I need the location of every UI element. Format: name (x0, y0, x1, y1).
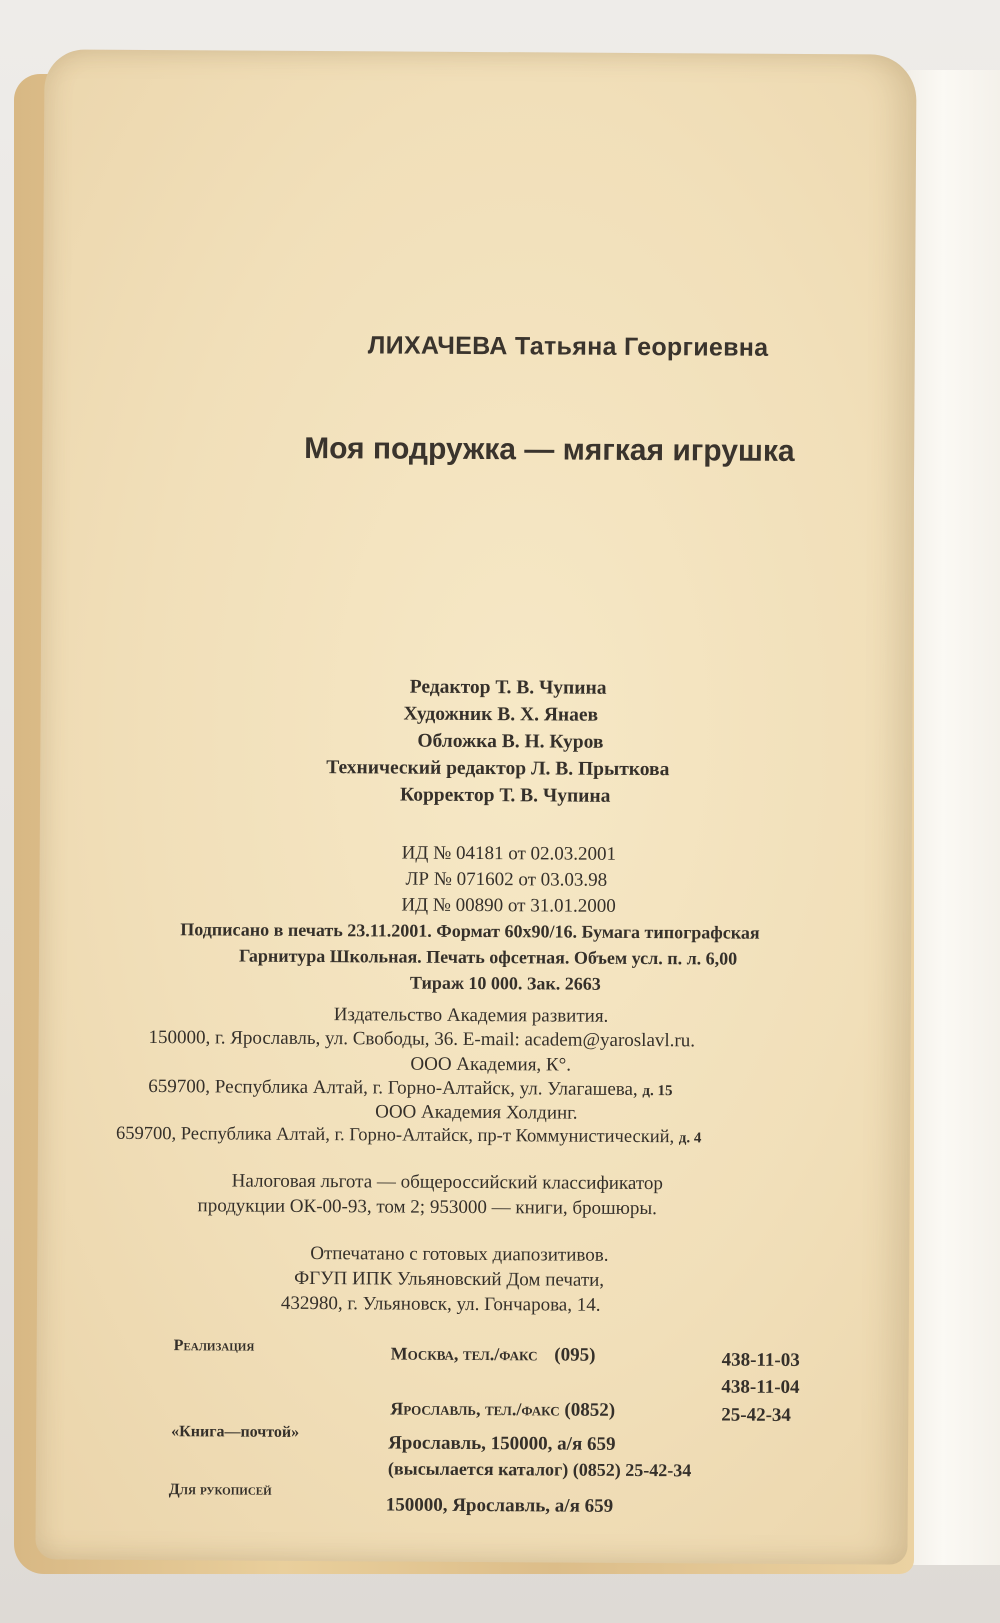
mail-order-label: «Книга—почтой» (171, 1423, 300, 1441)
sales-yaroslavl-city: Ярославль, тел./факс (390, 1398, 560, 1420)
adjacent-page-edge (905, 70, 1000, 1565)
author-given-names: Татьяна Георгиевна (514, 332, 769, 362)
company-address-house: д. 15 (642, 1083, 673, 1100)
company-name: ООО Академия, К°. (410, 1053, 572, 1076)
print-run-line: Тираж 10 000. Зак. 2663 (409, 972, 601, 994)
print-signed-line: Подписано в печать 23.11.2001. Формат 60х90/16. Бумага типографская (180, 919, 760, 943)
mail-order-catalog: (высылается каталог) (0852) 25-42-34 (387, 1458, 692, 1481)
sales-moscow (391, 1343, 596, 1366)
credit-tech-editor: Технический редактор Л. В. Прыткова (326, 757, 670, 781)
company-address (148, 1076, 672, 1101)
company-address-street: 659700, Республика Алтай, г. Горно-Алтайск, пр-т Коммунистический, (115, 1123, 675, 1148)
tax-benefit-line: Налоговая льгота — общероссийский классификатор (231, 1170, 663, 1195)
mail-order-address: Ярославль, 150000, а/я 659 (388, 1432, 616, 1455)
sales-moscow-city: Москва, тел./факс (390, 1343, 538, 1365)
company-address-house: д. 4 (678, 1130, 702, 1147)
sales-moscow-code: (095) (554, 1344, 596, 1366)
credit-proofreader: Корректор Т. В. Чупина (400, 784, 611, 807)
tax-benefit-line: продукции ОК-00-93, том 2; 953000 — книги, брошюры. (197, 1195, 657, 1220)
author-line (368, 331, 769, 362)
sales-yaroslavl (390, 1398, 615, 1421)
company-address-street: 659700, Республика Алтай, г. Горно-Алтайск, ул. Улагашева, (148, 1076, 638, 1100)
print-typeface-line: Гарнитура Школьная. Печать офсетная. Объем усл. п. л. 6,00 (239, 945, 738, 969)
book-page (35, 49, 916, 1564)
printer-line: 432980, г. Ульяновск, ул. Гончарова, 14. (280, 1292, 601, 1316)
sales-moscow-phone: 438-11-03 (721, 1349, 800, 1371)
manuscripts-address: 150000, Ярославль, а/я 659 (385, 1494, 614, 1517)
company-name: ООО Академия Холдинг. (375, 1101, 578, 1124)
license-line: ИД № 00890 от 31.01.2000 (401, 894, 616, 917)
printer-line: Отпечатано с готовых диапозитивов. (310, 1242, 609, 1266)
credit-cover: Обложка В. Н. Куров (417, 730, 604, 753)
author-surname: ЛИХАЧЕВА (367, 331, 508, 361)
sales-yaroslavl-phone: 25-42-34 (721, 1404, 792, 1426)
credit-illustrator: Художник В. Х. Янаев (403, 703, 599, 726)
company-address (116, 1124, 702, 1149)
sales-yaroslavl-code: (0852) (564, 1399, 616, 1421)
book-title: Моя подружка — мягкая игрушка (304, 431, 795, 468)
license-line: ЛР № 071602 от 03.03.98 (405, 868, 608, 891)
sales-moscow-phone: 438-11-04 (721, 1376, 800, 1398)
printer-line: ФГУП ИПК Ульяновский Дом печати, (294, 1267, 605, 1291)
realization-label: Реализация (173, 1337, 255, 1355)
credit-editor: Редактор Т. В. Чупина (409, 676, 607, 699)
publisher-address: 150000, г. Ярославль, ул. Свободы, 36. E-mail: academ@yaroslavl.ru. (148, 1027, 696, 1052)
publisher-name: Издательство Академия развития. (333, 1004, 609, 1027)
manuscripts-label: Для рукописей (168, 1481, 272, 1499)
license-line: ИД № 04181 от 02.03.2001 (401, 842, 617, 865)
